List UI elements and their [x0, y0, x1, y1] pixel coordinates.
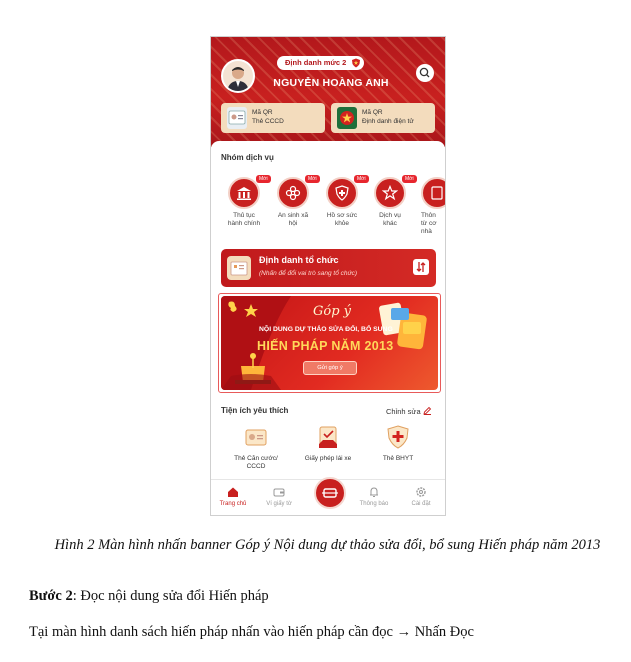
organization-identity-card[interactable] — [221, 249, 436, 287]
edit-favorites-button[interactable] — [386, 406, 432, 416]
qr-card-line2: Thẻ CCCD — [252, 118, 284, 125]
new-badge: Mới — [305, 175, 320, 183]
constitution-feedback-banner[interactable] — [221, 296, 438, 390]
step-heading — [29, 588, 269, 605]
identity-level-badge — [277, 56, 364, 70]
id-scan-icon — [316, 479, 344, 507]
id-card-icon — [243, 424, 269, 450]
send-feedback-button[interactable]: Gửi góp ý — [303, 361, 357, 375]
car-license-icon — [315, 424, 341, 450]
service-health-records[interactable] — [319, 177, 365, 228]
star-icon — [382, 185, 398, 201]
new-badge: Mới — [402, 175, 417, 183]
service-label: An sinh xã — [277, 212, 309, 219]
tab-notifications[interactable] — [354, 486, 394, 507]
service-label: Dịch vụ — [379, 212, 401, 219]
tab-wallet[interactable] — [259, 486, 299, 507]
step-label: Bước 2 — [29, 588, 73, 604]
tab-label: Ví giấy tờ — [266, 501, 292, 507]
edit-label: Chỉnh sửa — [386, 407, 421, 416]
profile-header — [211, 37, 445, 147]
home-icon — [227, 486, 239, 498]
service-icon-wrapper — [326, 176, 366, 209]
service-icon-wrapper — [374, 176, 414, 209]
service-label: khỏe — [334, 220, 350, 227]
favorite-label: Thẻ BHYT — [382, 455, 414, 462]
phone-screenshot — [210, 36, 446, 516]
service-label: khác — [383, 220, 397, 227]
identity-level-label: Định danh mức 2 — [285, 58, 347, 67]
emblem-icon — [337, 107, 357, 129]
highlight-frame — [218, 293, 441, 393]
qr-card-line2: Định danh điện tử — [362, 118, 414, 125]
tab-label: Trang chủ — [219, 501, 247, 507]
document-icon — [429, 185, 445, 201]
service-label: Thôn — [421, 212, 436, 219]
service-administrative[interactable] — [221, 177, 267, 228]
service-icon-wrapper — [421, 177, 445, 209]
building-icon — [236, 185, 252, 201]
search-icon — [416, 64, 434, 82]
favorite-id-card[interactable] — [225, 424, 287, 471]
figure-caption: Hình 2 Màn hình nhấn banner Góp ý Nội dung dự thảo sửa đổi, bổ sung Hiến pháp năm 2013 — [54, 537, 601, 553]
service-other[interactable] — [367, 177, 413, 228]
organization-icon — [227, 256, 251, 280]
service-label: Thủ tục — [233, 212, 255, 219]
new-badge: Mới — [256, 175, 271, 183]
service-label: nhà — [421, 228, 432, 235]
search-button[interactable] — [416, 64, 434, 82]
avatar[interactable] — [221, 59, 255, 93]
service-label: từ cơ — [421, 220, 437, 227]
service-icon-wrapper — [277, 176, 317, 209]
instruction-paragraph: Tại màn hình danh sách hiến pháp nhấn vào hiến pháp cần đọc → Nhấn Đọc — [29, 624, 474, 640]
qr-card-line1: Mã QR — [252, 109, 273, 116]
service-label: hành chính — [227, 220, 261, 227]
wallet-icon — [273, 486, 285, 498]
tab-label: Thông báo — [359, 501, 389, 507]
swap-arrows-icon — [413, 259, 429, 275]
favorite-label: CCCD — [246, 463, 266, 470]
qr-card-line1: Mã QR — [362, 109, 383, 116]
main-panel — [211, 141, 445, 487]
qr-card-digital-id[interactable] — [331, 103, 435, 133]
tab-home[interactable] — [213, 486, 253, 507]
favorite-label: Thẻ Căn cước/ — [234, 455, 278, 462]
avatar-portrait-icon — [223, 61, 253, 91]
banner-subtitle: NỘI DUNG DỰ THẢO SỬA ĐỔI, BỔ SUNG — [259, 326, 393, 333]
health-insurance-icon — [385, 424, 411, 450]
step-text: : Đọc nội dung sửa đổi Hiến pháp — [72, 588, 269, 604]
favorites-title: Tiện ích yêu thích — [221, 406, 289, 415]
qr-card-cccd[interactable] — [221, 103, 325, 133]
organization-title: Định danh tổ chức — [259, 255, 339, 265]
service-info[interactable] — [415, 177, 445, 236]
scan-qr-button[interactable] — [314, 477, 346, 509]
id-card-icon — [227, 107, 247, 129]
favorite-driving-license[interactable] — [297, 424, 359, 463]
flower-icon — [285, 185, 301, 201]
service-icon-wrapper — [228, 176, 268, 209]
switch-role-button[interactable] — [413, 259, 429, 275]
shield-icon — [351, 58, 361, 68]
service-label: hội — [288, 220, 298, 227]
tab-label: Cài đặt — [411, 501, 431, 507]
health-shield-icon — [334, 185, 350, 201]
bell-icon — [368, 486, 380, 498]
user-name: NGUYỄN HOÀNG ANH — [273, 77, 389, 89]
tab-settings[interactable] — [401, 486, 441, 507]
favorite-health-insurance[interactable] — [367, 424, 429, 463]
new-badge: Mới — [354, 175, 369, 183]
banner-headline: HIẾN PHÁP NĂM 2013 — [257, 339, 394, 353]
organization-subtitle: (Nhấn để đổi vai trò sang tổ chức) — [259, 270, 358, 277]
services-title: Nhóm dịch vụ — [221, 153, 274, 162]
gear-icon — [415, 486, 427, 498]
pencil-icon — [423, 406, 432, 415]
favorite-label: Giấy phép lái xe — [304, 455, 352, 462]
service-label: Hồ sơ sức — [326, 212, 358, 219]
service-social-security[interactable] — [270, 177, 316, 228]
banner-title: Góp ý — [313, 304, 352, 319]
